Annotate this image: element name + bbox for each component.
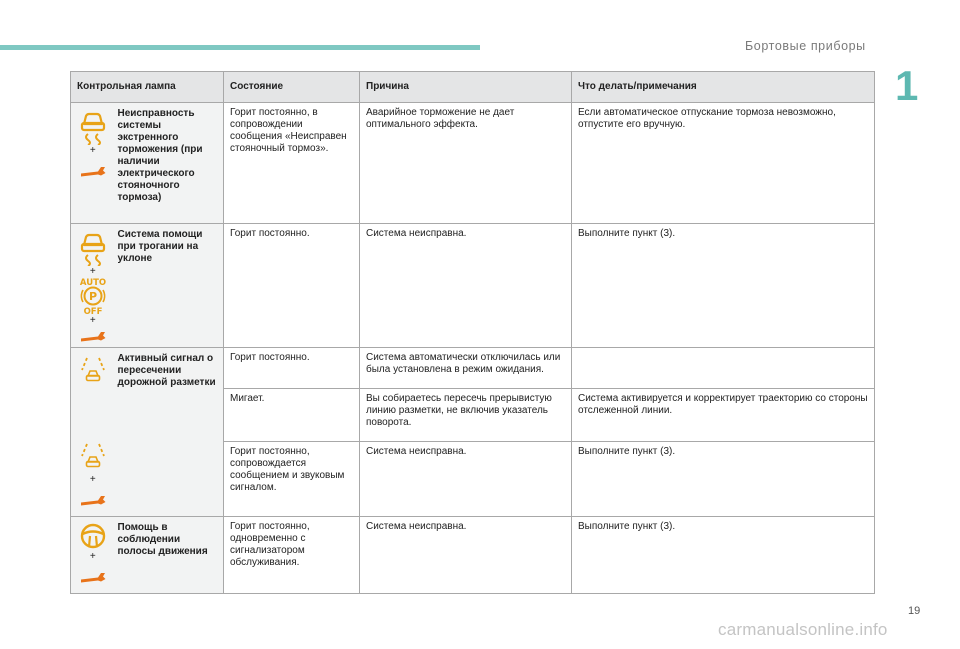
state-cell: Горит постоянно, одновременно с сигнализатором обслуживания. [224, 517, 360, 594]
lane-departure-icon [78, 442, 108, 474]
page-number: 19 [908, 605, 921, 617]
table-row [71, 517, 875, 594]
table-row [71, 348, 875, 389]
wrench-icon [78, 493, 108, 507]
cause-cell: Система неисправна. [360, 224, 572, 348]
header-accent-bar [0, 45, 480, 50]
cause-cell: Система автоматически отключилась или была установлена в режим ожидания. [360, 348, 572, 389]
auto-p-off-icon [77, 277, 109, 315]
plus-sign: + [89, 266, 96, 277]
state-cell: Горит постоянно. [224, 348, 360, 389]
chapter-number: 1 [895, 62, 919, 109]
wrench-icon [78, 570, 108, 584]
plus-sign: + [89, 145, 96, 156]
auto-label: AUTO [79, 278, 106, 288]
lamp-name: Помощь в соблюдении полосы движения [115, 517, 224, 594]
plus-sign: + [89, 551, 96, 562]
plus-sign: + [89, 473, 96, 485]
lamp-name: Система помощи при трогании на уклоне [115, 224, 224, 348]
off-label: OFF [83, 307, 103, 315]
lamp-icon-cell [71, 103, 115, 224]
wrench-icon [78, 164, 108, 178]
action-cell: Выполните пункт (3). [572, 442, 875, 517]
column-header-action: Что делать/примечания [572, 72, 875, 103]
column-header-cause: Причина [360, 72, 572, 103]
action-cell: Система активируется и корректирует траекторию со стороны отслеженной линии. [572, 389, 875, 442]
car-skid-icon [78, 111, 108, 145]
action-cell: Выполните пункт (3). [572, 224, 875, 348]
action-cell [572, 348, 875, 389]
lamp-name: Активный сигнал о пересечении дорожной разметки [115, 348, 224, 517]
lamp-icon-cell [71, 517, 115, 594]
car-skid-icon [78, 232, 108, 266]
cause-cell: Система неисправна. [360, 517, 572, 594]
action-cell: Если автоматическое отпускание тормоза невозможно, отпустите его вручную. [572, 103, 875, 224]
p-label: P [88, 290, 97, 303]
column-header-state: Состояние [224, 72, 360, 103]
state-cell: Горит постоянно. [224, 224, 360, 348]
watermark: carmanualsonline.info [718, 620, 888, 639]
lamp-icon-cell [71, 224, 115, 348]
column-header-lamp: Контрольная лампа [71, 72, 224, 103]
cause-cell: Система неисправна. [360, 442, 572, 517]
table-row [71, 224, 875, 348]
steering-wheel-icon [78, 523, 108, 551]
table-header-row [71, 72, 875, 103]
cause-cell: Вы собираетесь пересечь прерывистую линию разметки, не включив указатель поворота. [360, 389, 572, 442]
state-cell: Горит постоянно, сопровождается сообщением и звуковым сигналом. [224, 442, 360, 517]
state-cell: Горит постоянно, в сопровождении сообщения «Неисправен стояночный тормоз». [224, 103, 360, 224]
state-cell: Мигает. [224, 389, 360, 442]
wrench-icon [78, 329, 108, 343]
lamp-icon-cell [71, 442, 115, 517]
lamp-name: Неисправность системы экстренного торможения (при наличии электрического стояночного тормоза) [115, 103, 224, 224]
cause-cell: Аварийное торможение не дает оптимального эффекта. [360, 103, 572, 224]
action-cell: Выполните пункт (3). [572, 517, 875, 594]
section-title: Бортовые приборы [745, 39, 866, 53]
plus-sign: + [89, 315, 96, 326]
table-row [71, 103, 875, 224]
warning-lamps-table [70, 71, 875, 594]
lamp-icon-cell [71, 348, 115, 442]
lane-departure-icon [78, 356, 108, 388]
